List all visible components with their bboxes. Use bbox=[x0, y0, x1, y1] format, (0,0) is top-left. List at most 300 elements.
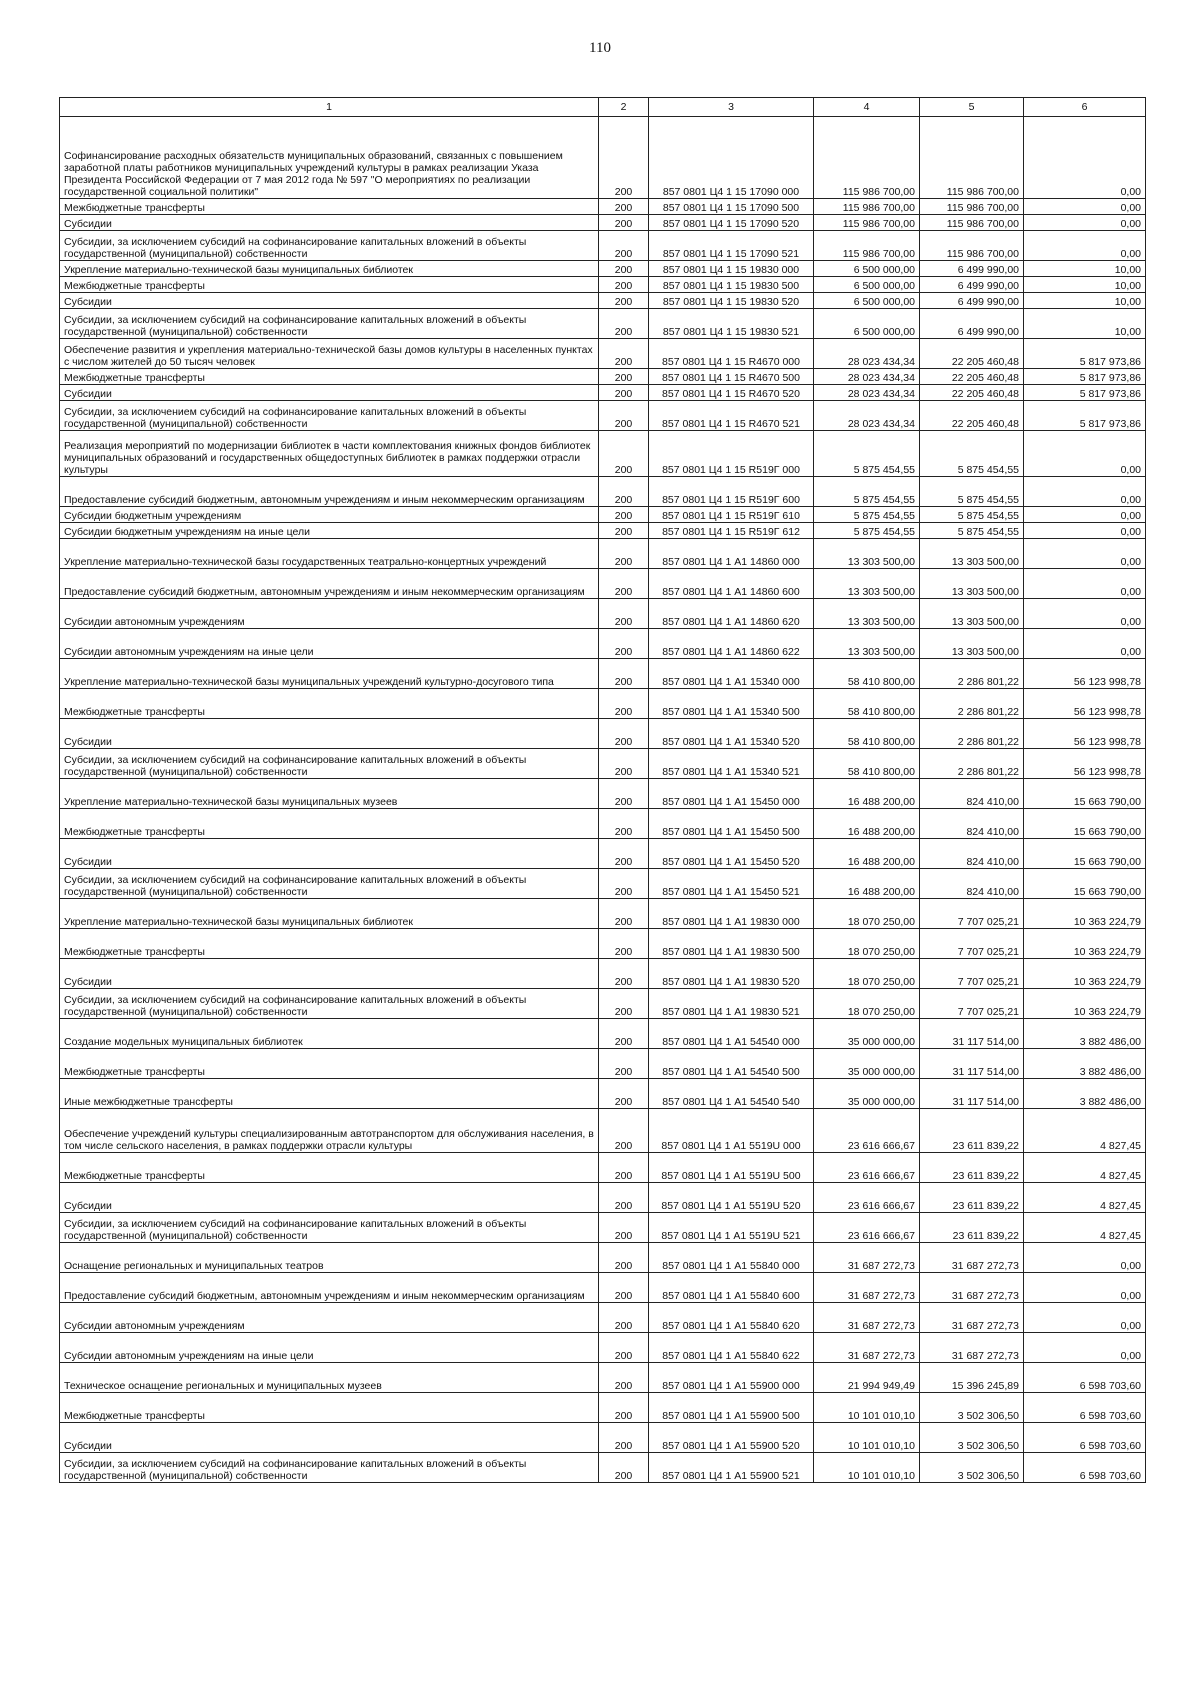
row-kbk: 857 0801 Ц4 1 15 19830 000 bbox=[649, 261, 814, 277]
row-kbk: 857 0801 Ц4 1 15 17090 520 bbox=[649, 215, 814, 231]
table-row bbox=[60, 779, 1146, 809]
row-code: 200 bbox=[599, 431, 649, 477]
table-row bbox=[60, 629, 1146, 659]
row-executed-amount: 115 986 700,00 bbox=[920, 117, 1024, 199]
row-remaining-amount: 4 827,45 bbox=[1024, 1213, 1146, 1243]
row-executed-amount: 31 687 272,73 bbox=[920, 1243, 1024, 1273]
row-remaining-amount: 10,00 bbox=[1024, 309, 1146, 339]
row-plan-amount: 28 023 434,34 bbox=[814, 401, 920, 431]
table-row bbox=[60, 839, 1146, 869]
row-name: Субсидии, за исключением субсидий на софинансирование капитальных вложений в объекты государственной (муниципальной) собственности bbox=[60, 231, 599, 261]
row-executed-amount: 23 611 839,22 bbox=[920, 1213, 1024, 1243]
row-plan-amount: 35 000 000,00 bbox=[814, 1049, 920, 1079]
table-row bbox=[60, 959, 1146, 989]
table-row bbox=[60, 277, 1146, 293]
row-executed-amount: 31 117 514,00 bbox=[920, 1049, 1024, 1079]
row-remaining-amount: 10,00 bbox=[1024, 293, 1146, 309]
row-executed-amount: 6 499 990,00 bbox=[920, 277, 1024, 293]
table-row bbox=[60, 1393, 1146, 1423]
table-row bbox=[60, 1153, 1146, 1183]
table-row bbox=[60, 1453, 1146, 1483]
row-remaining-amount: 10,00 bbox=[1024, 261, 1146, 277]
row-plan-amount: 58 410 800,00 bbox=[814, 659, 920, 689]
table-row bbox=[60, 117, 1146, 199]
row-code: 200 bbox=[599, 839, 649, 869]
row-kbk: 857 0801 Ц4 1 А1 55900 000 bbox=[649, 1363, 814, 1393]
row-kbk: 857 0801 Ц4 1 А1 5519U 521 bbox=[649, 1213, 814, 1243]
row-plan-amount: 16 488 200,00 bbox=[814, 779, 920, 809]
row-remaining-amount: 0,00 bbox=[1024, 569, 1146, 599]
table-row bbox=[60, 1109, 1146, 1153]
row-name: Обеспечение развития и укрепления материально-технической базы домов культуры в населенных пунктах с числом жителей до 50 тысяч человек bbox=[60, 339, 599, 369]
row-code: 200 bbox=[599, 1109, 649, 1153]
row-plan-amount: 35 000 000,00 bbox=[814, 1079, 920, 1109]
table-row bbox=[60, 1273, 1146, 1303]
row-kbk: 857 0801 Ц4 1 А1 55900 521 bbox=[649, 1453, 814, 1483]
row-kbk: 857 0801 Ц4 1 А1 15340 500 bbox=[649, 689, 814, 719]
row-kbk: 857 0801 Ц4 1 А1 14860 620 bbox=[649, 599, 814, 629]
row-kbk: 857 0801 Ц4 1 А1 15340 000 bbox=[649, 659, 814, 689]
row-name: Субсидии bbox=[60, 1183, 599, 1213]
row-name: Создание модельных муниципальных библиотек bbox=[60, 1019, 599, 1049]
row-code: 200 bbox=[599, 1393, 649, 1423]
table-row bbox=[60, 523, 1146, 539]
row-remaining-amount: 15 663 790,00 bbox=[1024, 779, 1146, 809]
row-plan-amount: 31 687 272,73 bbox=[814, 1273, 920, 1303]
row-remaining-amount: 5 817 973,86 bbox=[1024, 385, 1146, 401]
row-kbk: 857 0801 Ц4 1 А1 15450 520 bbox=[649, 839, 814, 869]
table-row bbox=[60, 569, 1146, 599]
row-name: Предоставление субсидий бюджетным, автономным учреждениям и иным некоммерческим организациям bbox=[60, 477, 599, 507]
row-executed-amount: 7 707 025,21 bbox=[920, 899, 1024, 929]
row-code: 200 bbox=[599, 117, 649, 199]
row-executed-amount: 5 875 454,55 bbox=[920, 477, 1024, 507]
row-plan-amount: 10 101 010,10 bbox=[814, 1423, 920, 1453]
row-executed-amount: 824 410,00 bbox=[920, 809, 1024, 839]
row-executed-amount: 23 611 839,22 bbox=[920, 1183, 1024, 1213]
row-executed-amount: 6 499 990,00 bbox=[920, 293, 1024, 309]
row-executed-amount: 2 286 801,22 bbox=[920, 659, 1024, 689]
row-plan-amount: 5 875 454,55 bbox=[814, 477, 920, 507]
row-kbk: 857 0801 Ц4 1 А1 19830 000 bbox=[649, 899, 814, 929]
row-code: 200 bbox=[599, 309, 649, 339]
row-kbk: 857 0801 Ц4 1 А1 5519U 000 bbox=[649, 1109, 814, 1153]
row-executed-amount: 15 396 245,89 bbox=[920, 1363, 1024, 1393]
row-code: 200 bbox=[599, 1273, 649, 1303]
row-name: Межбюджетные трансферты bbox=[60, 1153, 599, 1183]
table-row bbox=[60, 1049, 1146, 1079]
row-plan-amount: 21 994 949,49 bbox=[814, 1363, 920, 1393]
row-executed-amount: 7 707 025,21 bbox=[920, 929, 1024, 959]
row-remaining-amount: 6 598 703,60 bbox=[1024, 1363, 1146, 1393]
table-row bbox=[60, 929, 1146, 959]
row-kbk: 857 0801 Ц4 1 А1 15340 521 bbox=[649, 749, 814, 779]
row-executed-amount: 22 205 460,48 bbox=[920, 339, 1024, 369]
row-kbk: 857 0801 Ц4 1 А1 55840 600 bbox=[649, 1273, 814, 1303]
row-name: Оснащение региональных и муниципальных театров bbox=[60, 1243, 599, 1273]
row-plan-amount: 13 303 500,00 bbox=[814, 569, 920, 599]
table-row bbox=[60, 309, 1146, 339]
row-plan-amount: 6 500 000,00 bbox=[814, 293, 920, 309]
table-row bbox=[60, 599, 1146, 629]
row-kbk: 857 0801 Ц4 1 А1 5519U 500 bbox=[649, 1153, 814, 1183]
row-kbk: 857 0801 Ц4 1 15 19830 520 bbox=[649, 293, 814, 309]
row-kbk: 857 0801 Ц4 1 15 R519Г 600 bbox=[649, 477, 814, 507]
table-row bbox=[60, 1019, 1146, 1049]
row-plan-amount: 18 070 250,00 bbox=[814, 899, 920, 929]
row-plan-amount: 58 410 800,00 bbox=[814, 749, 920, 779]
table-row bbox=[60, 477, 1146, 507]
row-remaining-amount: 0,00 bbox=[1024, 507, 1146, 523]
row-code: 200 bbox=[599, 989, 649, 1019]
row-name: Укрепление материально-технической базы муниципальных музеев bbox=[60, 779, 599, 809]
row-remaining-amount: 10 363 224,79 bbox=[1024, 899, 1146, 929]
row-executed-amount: 115 986 700,00 bbox=[920, 215, 1024, 231]
row-kbk: 857 0801 Ц4 1 А1 55900 520 bbox=[649, 1423, 814, 1453]
row-code: 200 bbox=[599, 1303, 649, 1333]
table-row bbox=[60, 809, 1146, 839]
row-code: 200 bbox=[599, 293, 649, 309]
row-executed-amount: 31 687 272,73 bbox=[920, 1273, 1024, 1303]
row-kbk: 857 0801 Ц4 1 15 17090 521 bbox=[649, 231, 814, 261]
row-code: 200 bbox=[599, 959, 649, 989]
row-name: Субсидии, за исключением субсидий на софинансирование капитальных вложений в объекты государственной (муниципальной) собственности bbox=[60, 989, 599, 1019]
row-executed-amount: 13 303 500,00 bbox=[920, 569, 1024, 599]
table-row bbox=[60, 659, 1146, 689]
table-row bbox=[60, 261, 1146, 277]
budget-execution-table bbox=[59, 97, 1146, 1483]
row-code: 200 bbox=[599, 1453, 649, 1483]
row-plan-amount: 23 616 666,67 bbox=[814, 1153, 920, 1183]
row-code: 200 bbox=[599, 749, 649, 779]
row-executed-amount: 13 303 500,00 bbox=[920, 629, 1024, 659]
row-plan-amount: 16 488 200,00 bbox=[814, 809, 920, 839]
row-plan-amount: 10 101 010,10 bbox=[814, 1393, 920, 1423]
row-executed-amount: 5 875 454,55 bbox=[920, 523, 1024, 539]
row-remaining-amount: 0,00 bbox=[1024, 599, 1146, 629]
column-number-row bbox=[60, 98, 1146, 117]
row-remaining-amount: 6 598 703,60 bbox=[1024, 1423, 1146, 1453]
row-executed-amount: 2 286 801,22 bbox=[920, 749, 1024, 779]
row-kbk: 857 0801 Ц4 1 15 R4670 520 bbox=[649, 385, 814, 401]
row-code: 200 bbox=[599, 629, 649, 659]
row-name: Межбюджетные трансферты bbox=[60, 929, 599, 959]
row-name: Межбюджетные трансферты bbox=[60, 1049, 599, 1079]
row-code: 200 bbox=[599, 1363, 649, 1393]
row-name: Субсидии, за исключением субсидий на софинансирование капитальных вложений в объекты государственной (муниципальной) собственности bbox=[60, 749, 599, 779]
row-name: Техническое оснащение региональных и муниципальных музеев bbox=[60, 1363, 599, 1393]
row-name: Межбюджетные трансферты bbox=[60, 809, 599, 839]
row-name: Субсидии автономным учреждениям на иные цели bbox=[60, 629, 599, 659]
table-row bbox=[60, 1243, 1146, 1273]
table-row bbox=[60, 689, 1146, 719]
row-executed-amount: 7 707 025,21 bbox=[920, 989, 1024, 1019]
row-remaining-amount: 3 882 486,00 bbox=[1024, 1079, 1146, 1109]
table-row bbox=[60, 507, 1146, 523]
column-header-2: 2 bbox=[599, 98, 649, 117]
table-row bbox=[60, 899, 1146, 929]
row-remaining-amount: 56 123 998,78 bbox=[1024, 719, 1146, 749]
row-name: Межбюджетные трансферты bbox=[60, 199, 599, 215]
row-code: 200 bbox=[599, 809, 649, 839]
row-code: 200 bbox=[599, 1153, 649, 1183]
table-row bbox=[60, 215, 1146, 231]
row-executed-amount: 5 875 454,55 bbox=[920, 431, 1024, 477]
table-row bbox=[60, 1333, 1146, 1363]
row-executed-amount: 3 502 306,50 bbox=[920, 1453, 1024, 1483]
row-executed-amount: 7 707 025,21 bbox=[920, 959, 1024, 989]
row-name: Субсидии, за исключением субсидий на софинансирование капитальных вложений в объекты государственной (муниципальной) собственности bbox=[60, 869, 599, 899]
row-remaining-amount: 5 817 973,86 bbox=[1024, 339, 1146, 369]
row-plan-amount: 31 687 272,73 bbox=[814, 1243, 920, 1273]
row-remaining-amount: 10 363 224,79 bbox=[1024, 989, 1146, 1019]
row-remaining-amount: 0,00 bbox=[1024, 1243, 1146, 1273]
row-code: 200 bbox=[599, 401, 649, 431]
row-name: Реализация мероприятий по модернизации библиотек в части комплектования книжных фондов библиотек муниципальных образований и государственных общедоступных библиотек в рамках поддержки отрасли культуры bbox=[60, 431, 599, 477]
row-kbk: 857 0801 Ц4 1 15 R519Г 000 bbox=[649, 431, 814, 477]
row-plan-amount: 13 303 500,00 bbox=[814, 539, 920, 569]
row-plan-amount: 6 500 000,00 bbox=[814, 309, 920, 339]
table-row bbox=[60, 1363, 1146, 1393]
row-plan-amount: 58 410 800,00 bbox=[814, 719, 920, 749]
row-remaining-amount: 0,00 bbox=[1024, 539, 1146, 569]
row-remaining-amount: 0,00 bbox=[1024, 1273, 1146, 1303]
table-row bbox=[60, 1303, 1146, 1333]
row-name: Иные межбюджетные трансферты bbox=[60, 1079, 599, 1109]
row-code: 200 bbox=[599, 1183, 649, 1213]
row-kbk: 857 0801 Ц4 1 А1 54540 540 bbox=[649, 1079, 814, 1109]
table-row bbox=[60, 719, 1146, 749]
row-code: 200 bbox=[599, 869, 649, 899]
row-remaining-amount: 0,00 bbox=[1024, 629, 1146, 659]
row-plan-amount: 28 023 434,34 bbox=[814, 385, 920, 401]
row-code: 200 bbox=[599, 277, 649, 293]
table-row bbox=[60, 1423, 1146, 1453]
row-remaining-amount: 56 123 998,78 bbox=[1024, 659, 1146, 689]
row-code: 200 bbox=[599, 523, 649, 539]
row-executed-amount: 115 986 700,00 bbox=[920, 231, 1024, 261]
row-code: 200 bbox=[599, 1213, 649, 1243]
row-plan-amount: 23 616 666,67 bbox=[814, 1213, 920, 1243]
row-name: Межбюджетные трансферты bbox=[60, 277, 599, 293]
row-code: 200 bbox=[599, 599, 649, 629]
row-plan-amount: 6 500 000,00 bbox=[814, 277, 920, 293]
row-executed-amount: 2 286 801,22 bbox=[920, 719, 1024, 749]
row-remaining-amount: 4 827,45 bbox=[1024, 1109, 1146, 1153]
row-kbk: 857 0801 Ц4 1 А1 54540 000 bbox=[649, 1019, 814, 1049]
row-name: Предоставление субсидий бюджетным, автономным учреждениям и иным некоммерческим организациям bbox=[60, 1273, 599, 1303]
table-body bbox=[60, 117, 1146, 1483]
row-kbk: 857 0801 Ц4 1 А1 19830 520 bbox=[649, 959, 814, 989]
row-name: Субсидии bbox=[60, 1423, 599, 1453]
row-executed-amount: 23 611 839,22 bbox=[920, 1109, 1024, 1153]
row-code: 200 bbox=[599, 215, 649, 231]
row-plan-amount: 115 986 700,00 bbox=[814, 215, 920, 231]
row-kbk: 857 0801 Ц4 1 15 19830 500 bbox=[649, 277, 814, 293]
row-name: Субсидии bbox=[60, 385, 599, 401]
row-kbk: 857 0801 Ц4 1 15 R4670 500 bbox=[649, 369, 814, 385]
row-name: Субсидии, за исключением субсидий на софинансирование капитальных вложений в объекты государственной (муниципальной) собственности bbox=[60, 309, 599, 339]
row-name: Субсидии бюджетным учреждениям на иные цели bbox=[60, 523, 599, 539]
row-name: Укрепление материально-технической базы муниципальных библиотек bbox=[60, 261, 599, 277]
column-header-1: 1 bbox=[60, 98, 599, 117]
row-code: 200 bbox=[599, 719, 649, 749]
row-remaining-amount: 10 363 224,79 bbox=[1024, 959, 1146, 989]
row-remaining-amount: 56 123 998,78 bbox=[1024, 689, 1146, 719]
row-name: Укрепление материально-технической базы государственных театрально-концертных учреждений bbox=[60, 539, 599, 569]
row-remaining-amount: 6 598 703,60 bbox=[1024, 1453, 1146, 1483]
row-plan-amount: 16 488 200,00 bbox=[814, 869, 920, 899]
row-code: 200 bbox=[599, 261, 649, 277]
row-remaining-amount: 5 817 973,86 bbox=[1024, 401, 1146, 431]
row-plan-amount: 115 986 700,00 bbox=[814, 117, 920, 199]
row-remaining-amount: 15 663 790,00 bbox=[1024, 809, 1146, 839]
row-kbk: 857 0801 Ц4 1 15 17090 000 bbox=[649, 117, 814, 199]
table-row bbox=[60, 431, 1146, 477]
row-kbk: 857 0801 Ц4 1 15 17090 500 bbox=[649, 199, 814, 215]
row-plan-amount: 35 000 000,00 bbox=[814, 1019, 920, 1049]
row-remaining-amount: 4 827,45 bbox=[1024, 1183, 1146, 1213]
row-executed-amount: 31 117 514,00 bbox=[920, 1019, 1024, 1049]
row-executed-amount: 6 499 990,00 bbox=[920, 309, 1024, 339]
row-name: Межбюджетные трансферты bbox=[60, 1393, 599, 1423]
row-executed-amount: 13 303 500,00 bbox=[920, 539, 1024, 569]
table-row bbox=[60, 1079, 1146, 1109]
row-remaining-amount: 56 123 998,78 bbox=[1024, 749, 1146, 779]
row-kbk: 857 0801 Ц4 1 А1 15450 500 bbox=[649, 809, 814, 839]
row-name: Субсидии автономным учреждениям bbox=[60, 1303, 599, 1333]
row-code: 200 bbox=[599, 385, 649, 401]
table-row bbox=[60, 369, 1146, 385]
row-code: 200 bbox=[599, 929, 649, 959]
row-remaining-amount: 10,00 bbox=[1024, 277, 1146, 293]
table-row bbox=[60, 1213, 1146, 1243]
row-code: 200 bbox=[599, 659, 649, 689]
row-remaining-amount: 0,00 bbox=[1024, 117, 1146, 199]
row-remaining-amount: 0,00 bbox=[1024, 477, 1146, 507]
row-name: Субсидии автономным учреждениям на иные цели bbox=[60, 1333, 599, 1363]
table-row bbox=[60, 869, 1146, 899]
row-code: 200 bbox=[599, 339, 649, 369]
row-kbk: 857 0801 Ц4 1 15 R519Г 610 bbox=[649, 507, 814, 523]
row-code: 200 bbox=[599, 477, 649, 507]
row-plan-amount: 16 488 200,00 bbox=[814, 839, 920, 869]
row-executed-amount: 13 303 500,00 bbox=[920, 599, 1024, 629]
row-remaining-amount: 15 663 790,00 bbox=[1024, 869, 1146, 899]
row-name: Межбюджетные трансферты bbox=[60, 689, 599, 719]
row-plan-amount: 31 687 272,73 bbox=[814, 1333, 920, 1363]
row-remaining-amount: 5 817 973,86 bbox=[1024, 369, 1146, 385]
row-plan-amount: 58 410 800,00 bbox=[814, 689, 920, 719]
table-row bbox=[60, 199, 1146, 215]
row-plan-amount: 18 070 250,00 bbox=[814, 929, 920, 959]
row-code: 200 bbox=[599, 569, 649, 599]
table-row bbox=[60, 1183, 1146, 1213]
table-row bbox=[60, 401, 1146, 431]
row-kbk: 857 0801 Ц4 1 А1 14860 600 bbox=[649, 569, 814, 599]
row-plan-amount: 5 875 454,55 bbox=[814, 431, 920, 477]
row-kbk: 857 0801 Ц4 1 А1 55840 622 bbox=[649, 1333, 814, 1363]
column-header-6: 6 bbox=[1024, 98, 1146, 117]
row-kbk: 857 0801 Ц4 1 15 R519Г 612 bbox=[649, 523, 814, 539]
row-executed-amount: 2 286 801,22 bbox=[920, 689, 1024, 719]
row-name: Укрепление материально-технической базы муниципальных учреждений культурно-досугового типа bbox=[60, 659, 599, 689]
row-executed-amount: 5 875 454,55 bbox=[920, 507, 1024, 523]
table-row bbox=[60, 231, 1146, 261]
row-name: Субсидии bbox=[60, 839, 599, 869]
row-plan-amount: 28 023 434,34 bbox=[814, 369, 920, 385]
row-plan-amount: 5 875 454,55 bbox=[814, 507, 920, 523]
row-kbk: 857 0801 Ц4 1 15 R4670 000 bbox=[649, 339, 814, 369]
row-executed-amount: 115 986 700,00 bbox=[920, 199, 1024, 215]
row-code: 200 bbox=[599, 1019, 649, 1049]
row-executed-amount: 31 687 272,73 bbox=[920, 1303, 1024, 1333]
column-header-5: 5 bbox=[920, 98, 1024, 117]
row-code: 200 bbox=[599, 1049, 649, 1079]
row-executed-amount: 824 410,00 bbox=[920, 779, 1024, 809]
row-name: Межбюджетные трансферты bbox=[60, 369, 599, 385]
row-code: 200 bbox=[599, 1079, 649, 1109]
row-executed-amount: 6 499 990,00 bbox=[920, 261, 1024, 277]
row-plan-amount: 115 986 700,00 bbox=[814, 231, 920, 261]
row-remaining-amount: 0,00 bbox=[1024, 523, 1146, 539]
row-plan-amount: 10 101 010,10 bbox=[814, 1453, 920, 1483]
row-remaining-amount: 3 882 486,00 bbox=[1024, 1049, 1146, 1079]
row-executed-amount: 3 502 306,50 bbox=[920, 1423, 1024, 1453]
table-row bbox=[60, 539, 1146, 569]
row-kbk: 857 0801 Ц4 1 А1 54540 500 bbox=[649, 1049, 814, 1079]
row-name: Субсидии bbox=[60, 293, 599, 309]
table-row bbox=[60, 339, 1146, 369]
row-kbk: 857 0801 Ц4 1 15 R4670 521 bbox=[649, 401, 814, 431]
row-kbk: 857 0801 Ц4 1 А1 15450 521 bbox=[649, 869, 814, 899]
row-executed-amount: 22 205 460,48 bbox=[920, 401, 1024, 431]
row-plan-amount: 13 303 500,00 bbox=[814, 629, 920, 659]
row-kbk: 857 0801 Ц4 1 А1 5519U 520 bbox=[649, 1183, 814, 1213]
row-plan-amount: 28 023 434,34 bbox=[814, 339, 920, 369]
row-kbk: 857 0801 Ц4 1 А1 55840 620 bbox=[649, 1303, 814, 1333]
page-number: 110 bbox=[589, 40, 611, 56]
row-name: Субсидии bbox=[60, 215, 599, 231]
row-remaining-amount: 6 598 703,60 bbox=[1024, 1393, 1146, 1423]
row-remaining-amount: 15 663 790,00 bbox=[1024, 839, 1146, 869]
row-code: 200 bbox=[599, 507, 649, 523]
row-executed-amount: 22 205 460,48 bbox=[920, 369, 1024, 385]
row-plan-amount: 23 616 666,67 bbox=[814, 1183, 920, 1213]
row-kbk: 857 0801 Ц4 1 А1 15340 520 bbox=[649, 719, 814, 749]
row-name: Субсидии автономным учреждениям bbox=[60, 599, 599, 629]
row-plan-amount: 18 070 250,00 bbox=[814, 959, 920, 989]
row-remaining-amount: 0,00 bbox=[1024, 1303, 1146, 1333]
row-plan-amount: 13 303 500,00 bbox=[814, 599, 920, 629]
row-code: 200 bbox=[599, 1423, 649, 1453]
row-code: 200 bbox=[599, 369, 649, 385]
row-kbk: 857 0801 Ц4 1 А1 55900 500 bbox=[649, 1393, 814, 1423]
row-plan-amount: 115 986 700,00 bbox=[814, 199, 920, 215]
row-name: Субсидии bbox=[60, 719, 599, 749]
row-remaining-amount: 4 827,45 bbox=[1024, 1153, 1146, 1183]
row-remaining-amount: 0,00 bbox=[1024, 199, 1146, 215]
row-name: Обеспечение учреждений культуры специализированным автотранспортом для обслуживания населения, в том числе сельского населения, в рамках поддержки отрасли культуры bbox=[60, 1109, 599, 1153]
row-executed-amount: 824 410,00 bbox=[920, 839, 1024, 869]
table-row bbox=[60, 749, 1146, 779]
row-name: Субсидии, за исключением субсидий на софинансирование капитальных вложений в объекты государственной (муниципальной) собственности bbox=[60, 1213, 599, 1243]
row-name: Субсидии, за исключением субсидий на софинансирование капитальных вложений в объекты государственной (муниципальной) собственности bbox=[60, 1453, 599, 1483]
row-kbk: 857 0801 Ц4 1 А1 19830 500 bbox=[649, 929, 814, 959]
row-name: Субсидии бюджетным учреждениям bbox=[60, 507, 599, 523]
row-kbk: 857 0801 Ц4 1 А1 55840 000 bbox=[649, 1243, 814, 1273]
row-kbk: 857 0801 Ц4 1 А1 14860 622 bbox=[649, 629, 814, 659]
